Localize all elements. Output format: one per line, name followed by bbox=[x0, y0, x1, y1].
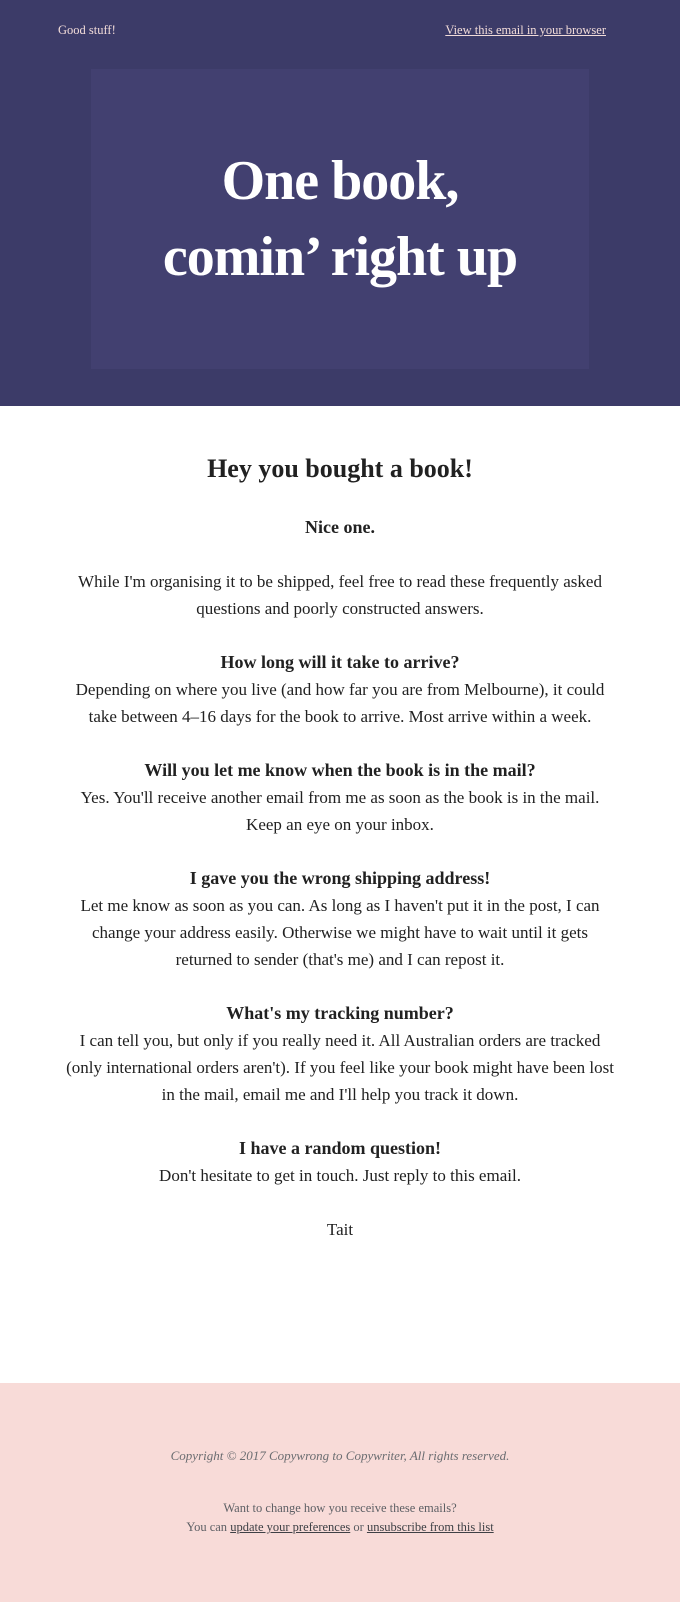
preheader-text: Good stuff! bbox=[58, 23, 116, 37]
page-title: Hey you bought a book! bbox=[207, 454, 473, 483]
faq-question: Will you let me know when the book is in the mail? bbox=[144, 760, 536, 780]
hero-title-line1: One book, bbox=[221, 150, 459, 212]
faq-item bbox=[62, 757, 618, 838]
faq-question: How long will it take to arrive? bbox=[220, 652, 460, 672]
faq-question: I gave you the wrong shipping address! bbox=[189, 868, 491, 888]
footer-section bbox=[0, 1383, 680, 1602]
signature: Tait bbox=[326, 1220, 354, 1239]
copyright-text: Copyright © 2017 Copywrong to Copywriter, All rights reserved. bbox=[170, 1448, 510, 1463]
intro-paragraph: While I'm organising it to be shipped, feel free to read these frequently asked questions and poorly constructed answers. bbox=[78, 572, 602, 618]
faq-item bbox=[62, 865, 618, 973]
unsubscribe-link[interactable]: unsubscribe from this list bbox=[366, 1520, 494, 1534]
faq-answer: Yes. You'll receive another email from me as soon as the book is in the mail. Keep an eye on your inbox. bbox=[80, 788, 600, 834]
hero-image bbox=[91, 69, 589, 369]
faq-question: What's my tracking number? bbox=[226, 1003, 454, 1023]
subheading: Nice one. bbox=[305, 517, 375, 537]
view-in-browser-link[interactable]: View this email in your browser bbox=[445, 23, 606, 37]
faq-item bbox=[62, 1000, 618, 1108]
faq-answer: I can tell you, but only if you really need it. All Australian orders are tracked (only international orders aren't). If you feel like your book might have been lost in the mail, email me and I'll help you track it down. bbox=[66, 1031, 614, 1104]
update-preferences-link[interactable]: update your preferences bbox=[230, 1520, 351, 1534]
body-section bbox=[0, 406, 680, 1383]
footer-manage-line bbox=[0, 1518, 680, 1537]
manage-middle-text: or bbox=[350, 1520, 367, 1534]
faq-item bbox=[62, 649, 618, 730]
faq-answer: Don't hesitate to get in touch. Just reply to this email. bbox=[159, 1166, 521, 1185]
faq-answer: Let me know as soon as you can. As long as I haven't put it in the post, I can change your address easily. Otherwise we might have to wait until it gets returned to sender (that's me) and I can repost it. bbox=[80, 896, 600, 969]
footer-question: Want to change how you receive these emails? bbox=[223, 1501, 457, 1515]
header-section bbox=[0, 0, 680, 406]
faq-question: I have a random question! bbox=[238, 1138, 442, 1158]
hero-title-line2: comin’ right up bbox=[162, 226, 518, 288]
faq-item bbox=[62, 1135, 618, 1189]
faq-answer: Depending on where you live (and how far you are from Melbourne), it could take between 4–16 days for the book to arrive. Most arrive within a week. bbox=[75, 680, 605, 726]
preheader-bar bbox=[0, 0, 680, 38]
manage-prefix-text: You can bbox=[186, 1520, 231, 1534]
